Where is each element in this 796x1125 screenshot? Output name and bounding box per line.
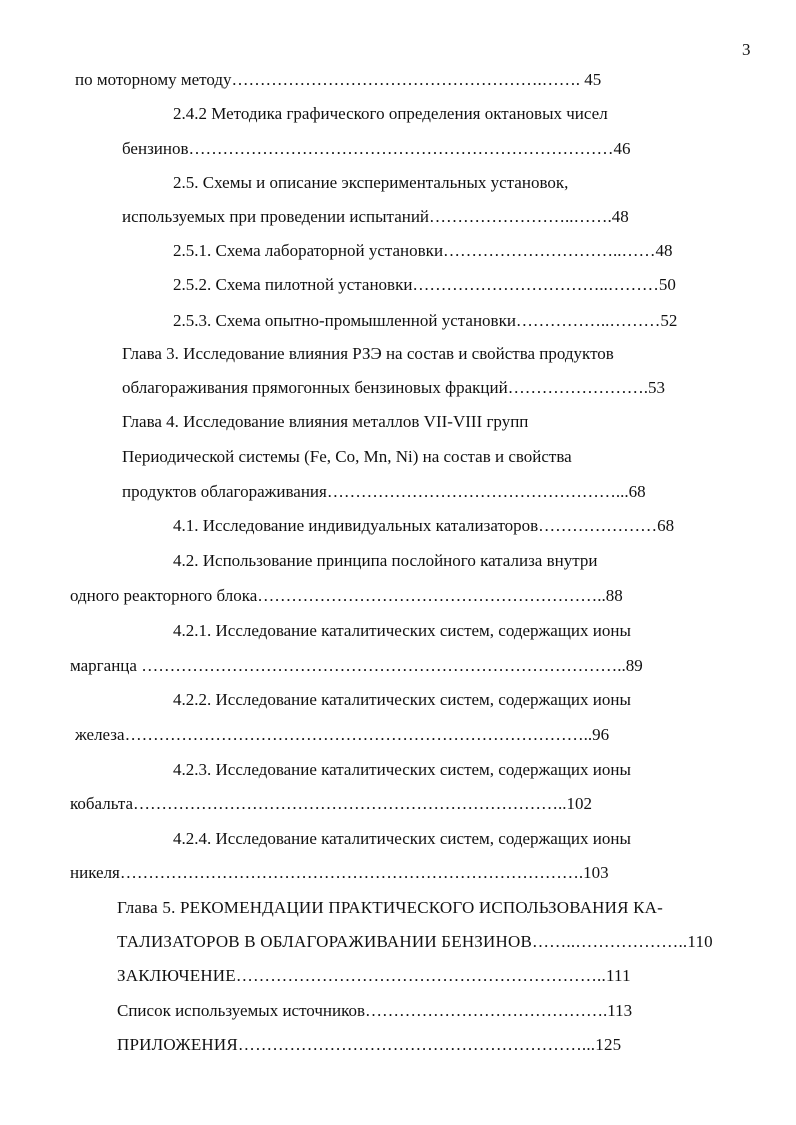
- toc-line-motor-method: по моторному методу……………………………………………….……. 45: [75, 70, 602, 89]
- toc-line-4-2-3: кобальта…………………………………………………………………..102: [70, 794, 593, 813]
- toc-line-chapter-3: облагораживания прямогонных бензиновых фракций…………………….53: [122, 378, 665, 397]
- toc-heading-chapter-3: Глава 3. Исследование влияния РЗЭ на состав и свойства продуктов: [122, 344, 614, 363]
- toc-heading-4-2-4: 4.2.4. Исследование каталитических систем, содержащих ионы: [173, 829, 631, 848]
- toc-line-appendices: ПРИЛОЖЕНИЯ……………………………………………………...125: [117, 1035, 622, 1054]
- toc-line-conclusion: ЗАКЛЮЧЕНИЕ………………………………………………………..111: [117, 966, 631, 985]
- toc-line-2-5-1: 2.5.1. Схема лабораторной установки…………………………..……48: [173, 241, 673, 260]
- toc-line-4-2-4: никеля……………………………………………………………………….103: [70, 863, 609, 882]
- toc-line-4-2-1: марганца …………………………………………………………………………..89: [70, 656, 643, 675]
- toc-line-2-5-2: 2.5.2. Схема пилотной установки……………………………..………50: [173, 275, 676, 294]
- toc-heading-4-2-1: 4.2.1. Исследование каталитических систем, содержащих ионы: [173, 621, 631, 640]
- toc-line-chapter-4: продуктов облагораживания……………………………………………...68: [122, 482, 646, 501]
- toc-line-4-1: 4.1. Исследование индивидуальных катализаторов…………………68: [173, 516, 675, 535]
- toc-heading-chapter-4: Глава 4. Исследование влияния металлов VII-VIII групп: [122, 412, 529, 431]
- toc-heading-4-2-3: 4.2.3. Исследование каталитических систем, содержащих ионы: [173, 760, 631, 779]
- toc-line-chapter-5: ТАЛИЗАТОРОВ В ОБЛАГОРАЖИВАНИИ БЕНЗИНОВ……..………………..110: [117, 932, 713, 951]
- toc-heading-2-4-2: 2.4.2 Методика графического определения октановых чисел: [173, 104, 608, 123]
- toc-heading-2-5: 2.5. Схемы и описание экспериментальных установок,: [173, 173, 569, 192]
- page-number: 3: [742, 40, 751, 59]
- toc-line-2-5-3: 2.5.3. Схема опытно-промышленной установки……………..………52: [173, 311, 678, 330]
- toc-line-references: Список используемых источников…………………………………….113: [117, 1001, 633, 1020]
- toc-heading-4-2: 4.2. Использование принципа послойного катализа внутри: [173, 551, 598, 570]
- toc-line-benzinov: бензинов…………………………………………………………………46: [122, 139, 631, 158]
- toc-line-2-5-used: используемых при проведении испытаний……………………..…….48: [122, 207, 629, 226]
- toc-line-4-2: одного реакторного блока……………………………………………………..88: [70, 586, 623, 605]
- toc-heading-chapter-4-cont: Периодической системы (Fe, Co, Mn, Ni) на состав и свойства: [122, 447, 572, 466]
- toc-heading-chapter-5: Глава 5. РЕКОМЕНДАЦИИ ПРАКТИЧЕСКОГО ИСПОЛЬЗОВАНИЯ КА-: [117, 898, 663, 917]
- toc-line-4-2-2: железа………………………………………………………………………..96: [75, 725, 610, 744]
- toc-heading-4-2-2: 4.2.2. Исследование каталитических систем, содержащих ионы: [173, 690, 631, 709]
